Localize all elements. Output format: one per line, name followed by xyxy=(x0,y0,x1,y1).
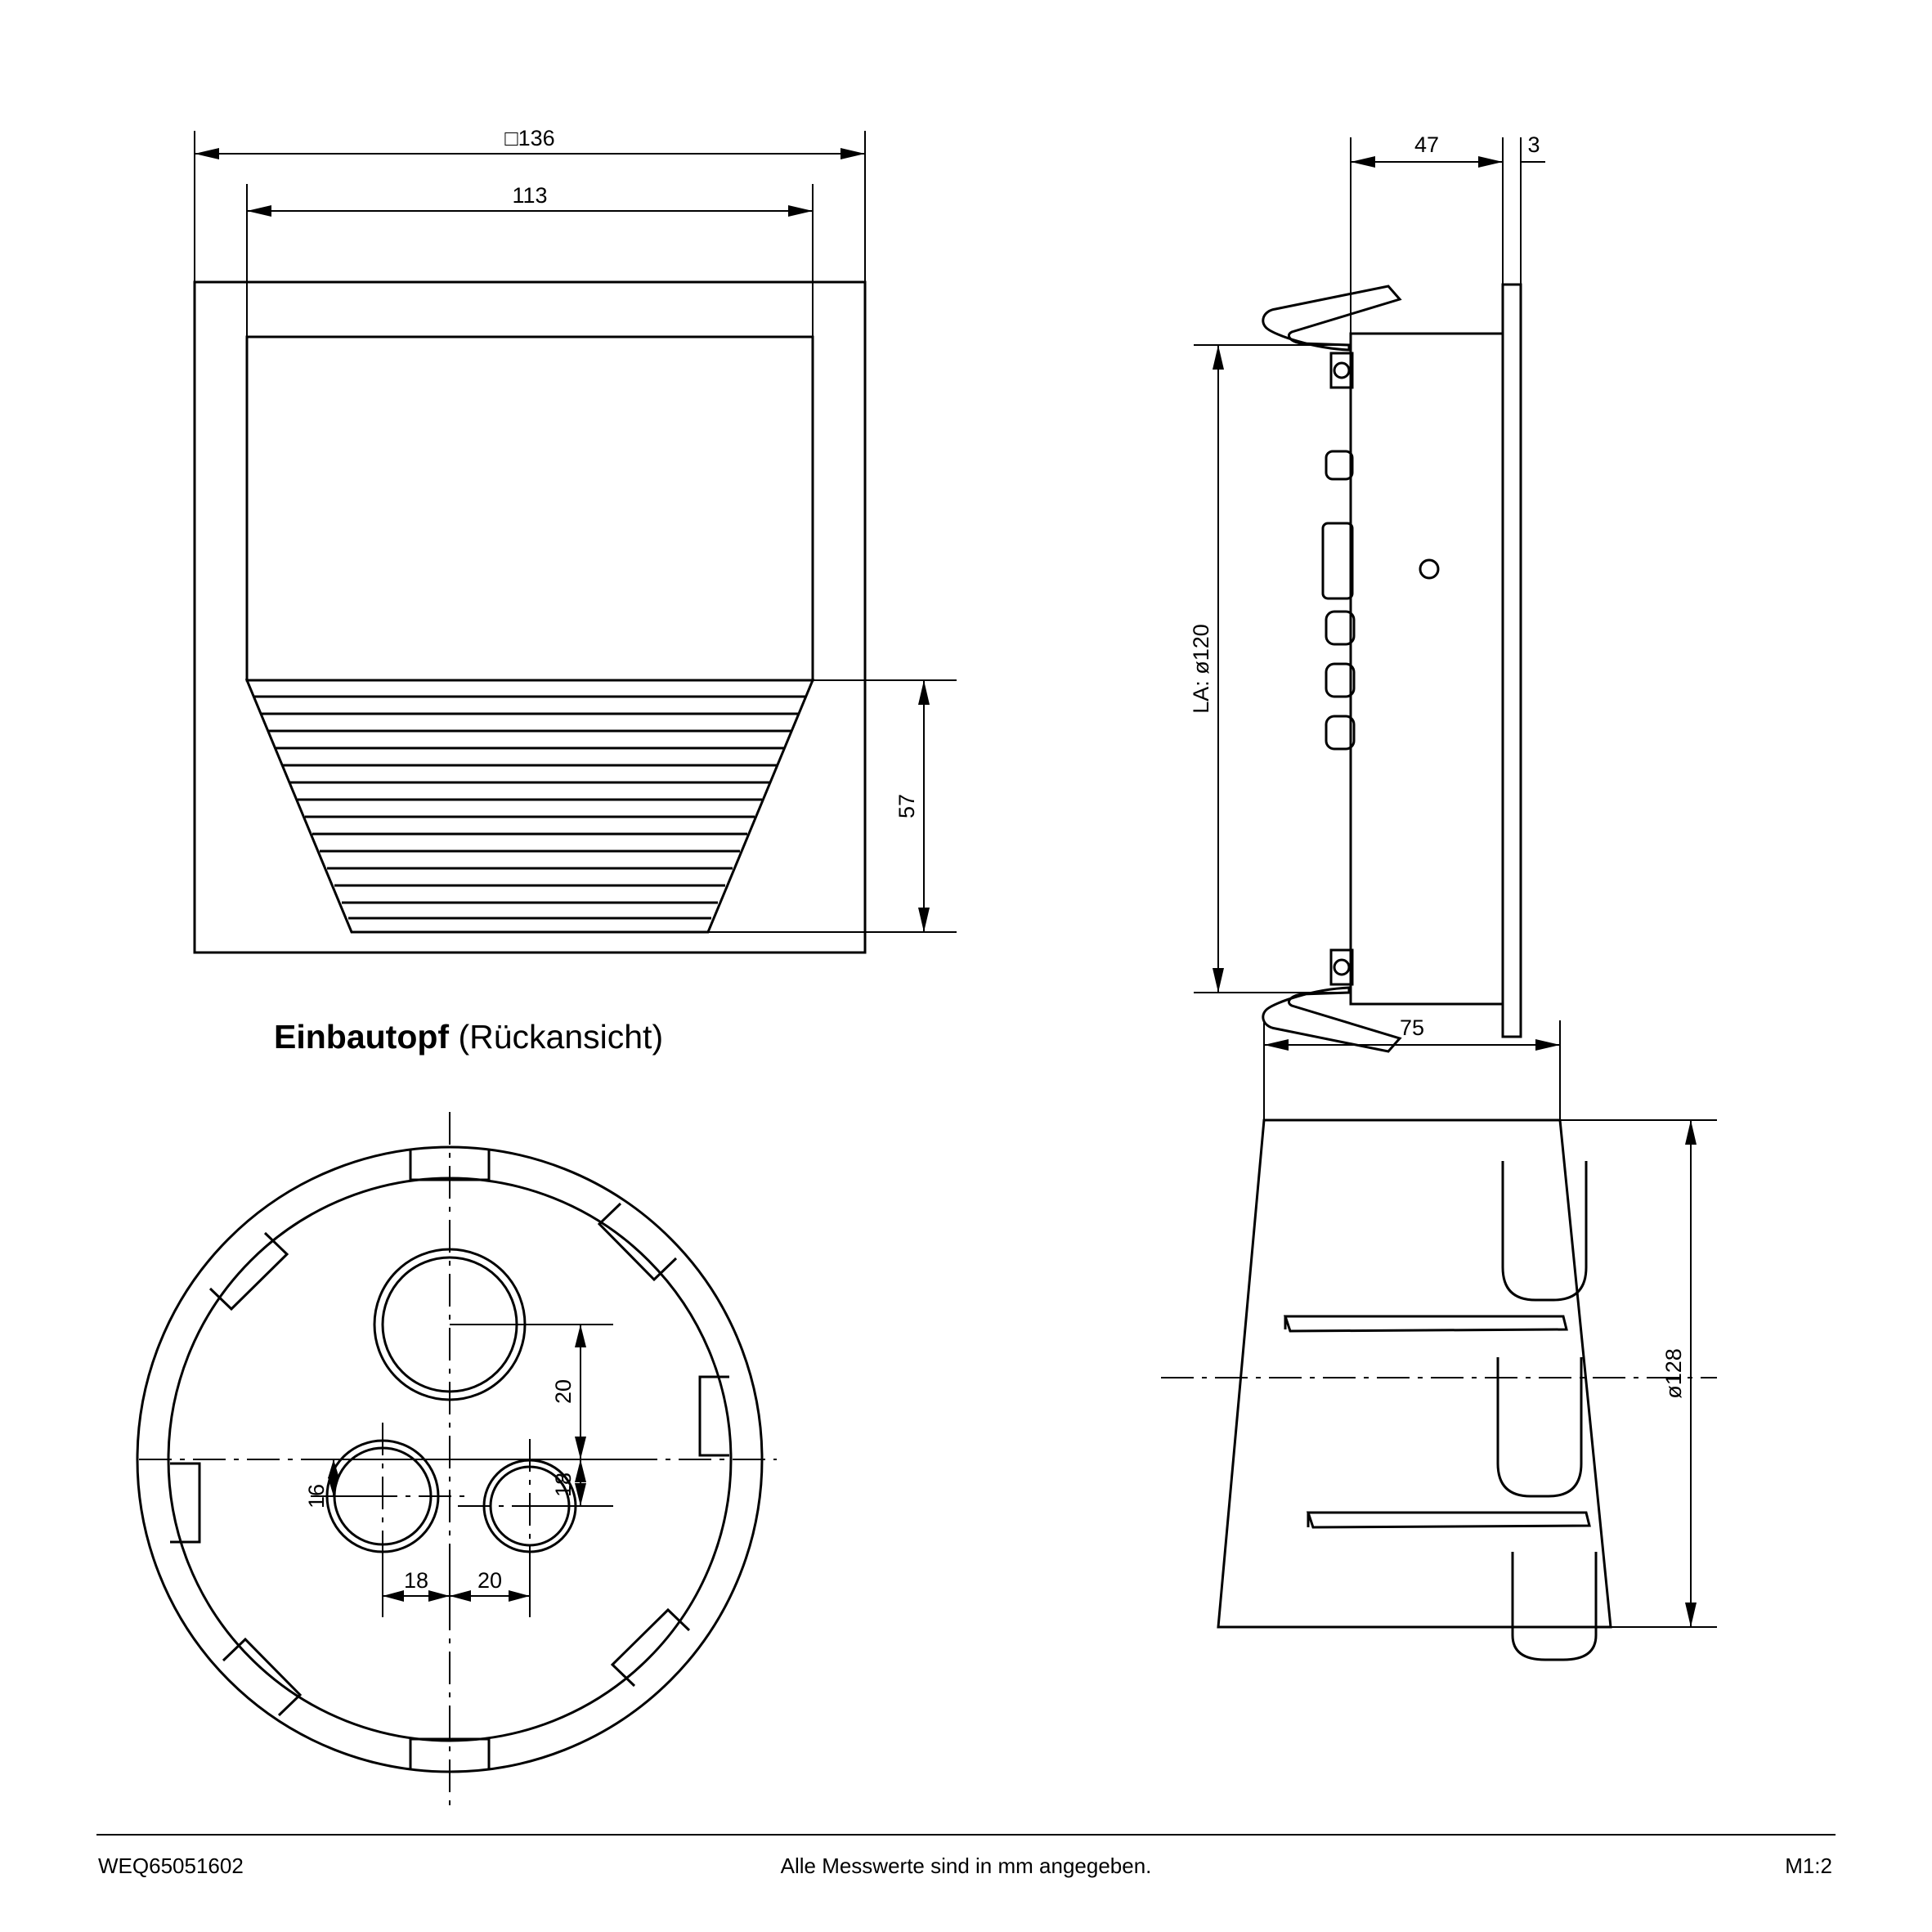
dimension-label-20-h: 20 xyxy=(477,1568,503,1593)
dimension-label-113: 113 xyxy=(512,183,548,208)
dimension-label-18-v: 18 xyxy=(551,1472,576,1498)
section-view xyxy=(1145,1006,1799,1741)
dimension-label-16: 16 xyxy=(304,1483,329,1509)
footer xyxy=(0,1834,1932,1932)
back-view xyxy=(123,1087,940,1823)
front-view xyxy=(123,114,1087,1079)
dimension-128 xyxy=(1560,1120,1717,1627)
footer-scale: M1:2 xyxy=(1785,1854,1832,1878)
dimension-label-20-v: 20 xyxy=(551,1378,576,1405)
dimension-57 xyxy=(708,680,957,932)
dimension-label-18-h: 18 xyxy=(403,1568,429,1593)
dimension-47 xyxy=(1351,137,1503,334)
dimension-label-136: □136 xyxy=(504,126,555,150)
dimension-label-la-120: LA: ø120 xyxy=(1189,624,1213,714)
footer-divider xyxy=(96,1834,1836,1836)
dimension-label-128: ø128 xyxy=(1661,1348,1686,1399)
dimension-label-47: 47 xyxy=(1414,132,1440,157)
back-view-caption xyxy=(274,1018,663,1056)
caption-bold: Einbautopf xyxy=(274,1018,450,1056)
caption-normal: (Rückansicht) xyxy=(449,1018,664,1056)
dimension-label-75: 75 xyxy=(1399,1015,1425,1040)
footer-note: Alle Messwerte sind in mm angegeben. xyxy=(780,1854,1152,1878)
side-view xyxy=(1145,114,1717,1079)
dimension-label-57: 57 xyxy=(894,793,919,819)
dimension-label-3: 3 xyxy=(1527,132,1540,157)
dimension-group-vertical xyxy=(450,1325,646,1506)
footer-code: WEQ65051602 xyxy=(98,1854,244,1878)
